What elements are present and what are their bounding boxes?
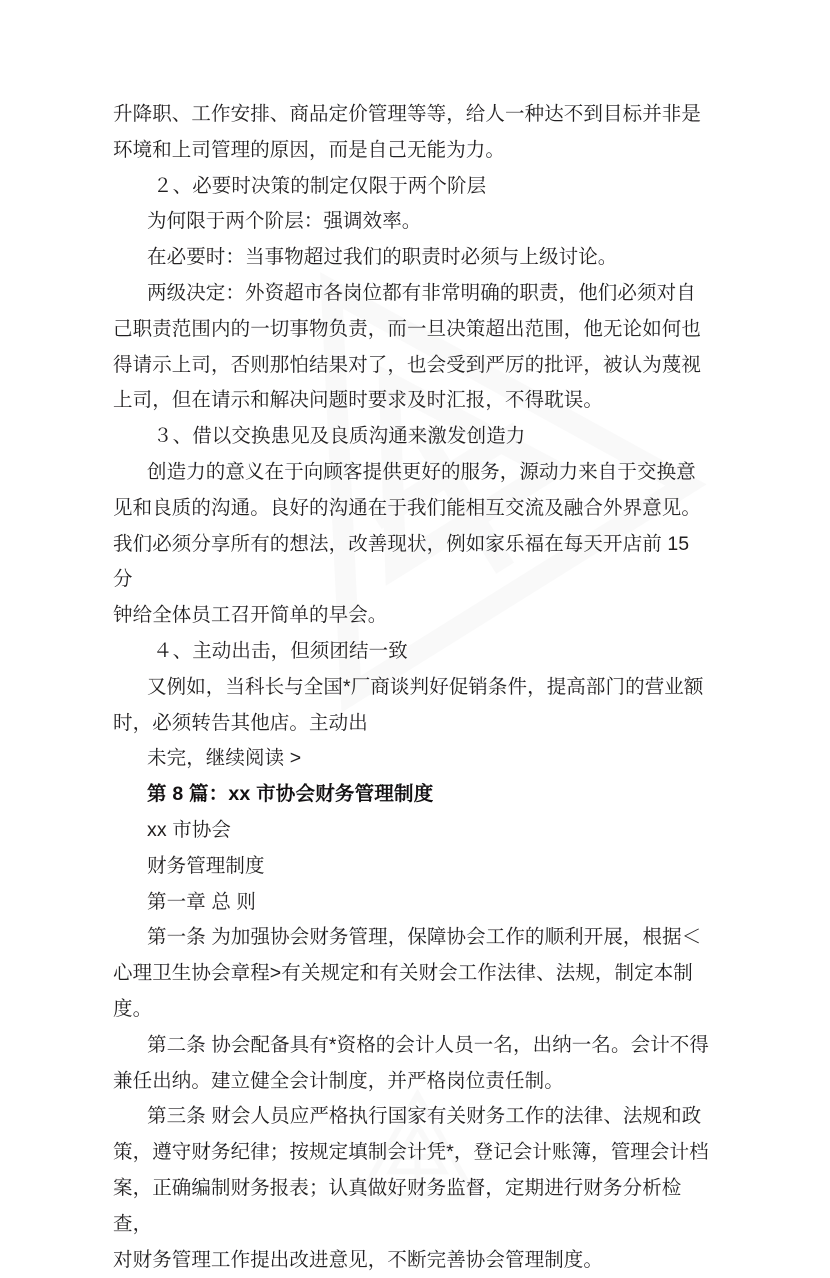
text-line: 第一条 为加强协会财务管理，保障协会工作的顺利开展，根据＜ — [113, 920, 710, 956]
text-line: 兼任出纳。建立健全会计制度，并严格岗位责任制。 — [113, 1064, 710, 1100]
text-line: 案，正确编制财务报表；认真做好财务监督，定期进行财务分析检查， — [113, 1171, 710, 1243]
text-line: 未完，继续阅读 > — [113, 741, 710, 777]
text-line: 环境和上司管理的原因，而是自己无能为力。 — [113, 133, 710, 169]
text-line: 时，必须转告其他店。主动出 — [113, 706, 710, 742]
text-line: 对财务管理工作提出改进意见，不断完善协会管理制度。 — [113, 1243, 710, 1278]
section-heading: 第 8 篇：xx 市协会财务管理制度 — [113, 777, 710, 813]
text-line: 财务管理制度 — [113, 849, 710, 885]
text-line: 上司，但在请示和解决问题时要求及时汇报，不得耽误。 — [113, 383, 710, 419]
text-line: 为何限于两个阶层：强调效率。 — [113, 204, 710, 240]
text-line: 又例如，当科长与全国*厂商谈判好促销条件，提高部门的营业额 — [113, 670, 710, 706]
text-line: 见和良质的沟通。良好的沟通在于我们能相互交流及融合外界意见。 — [113, 491, 710, 527]
text-line: 两级决定：外资超市各岗位都有非常明确的职责，他们必须对自 — [113, 276, 710, 312]
text-line: 己职责范围内的一切事物负责，而一旦决策超出范围，他无论如何也 — [113, 312, 710, 348]
text-line: 创造力的意义在于向顾客提供更好的服务，源动力来自于交换意 — [113, 455, 710, 491]
text-line: ３、借以交换患见及良质沟通来激发创造力 — [113, 419, 710, 455]
text-line: 升降职、工作安排、商品定价管理等等，给人一种达不到目标并非是 — [113, 97, 710, 133]
text-line: 第二条 协会配备具有*资格的会计人员一名，出纳一名。会计不得 — [113, 1028, 710, 1064]
text-line: 钟给全体员工召开简单的早会。 — [113, 598, 710, 634]
text-line: ２、必要时决策的制定仅限于两个阶层 — [113, 169, 710, 205]
text-line: 第三条 财会人员应严格执行国家有关财务工作的法律、法规和政 — [113, 1099, 710, 1135]
text-line: 得请示上司，否则那怕结果对了，也会受到严厉的批评，被认为蔑视 — [113, 348, 710, 384]
text-line: xx 市协会 — [113, 813, 710, 849]
text-line: ４、主动出击，但须团结一致 — [113, 634, 710, 670]
text-line: 第一章 总 则 — [113, 885, 710, 921]
text-line: 在必要时：当事物超过我们的职责时必须与上级讨论。 — [113, 240, 710, 276]
text-line: 我们必须分享所有的想法，改善现状，例如家乐福在每天开店前 15 分 — [113, 527, 710, 599]
text-line: 策，遵守财务纪律；按规定填制会计凭*，登记会计账簿，管理会计档 — [113, 1135, 710, 1171]
text-line: 心理卫生协会章程>有关规定和有关财会工作法律、法规，制定本制度。 — [113, 956, 710, 1028]
